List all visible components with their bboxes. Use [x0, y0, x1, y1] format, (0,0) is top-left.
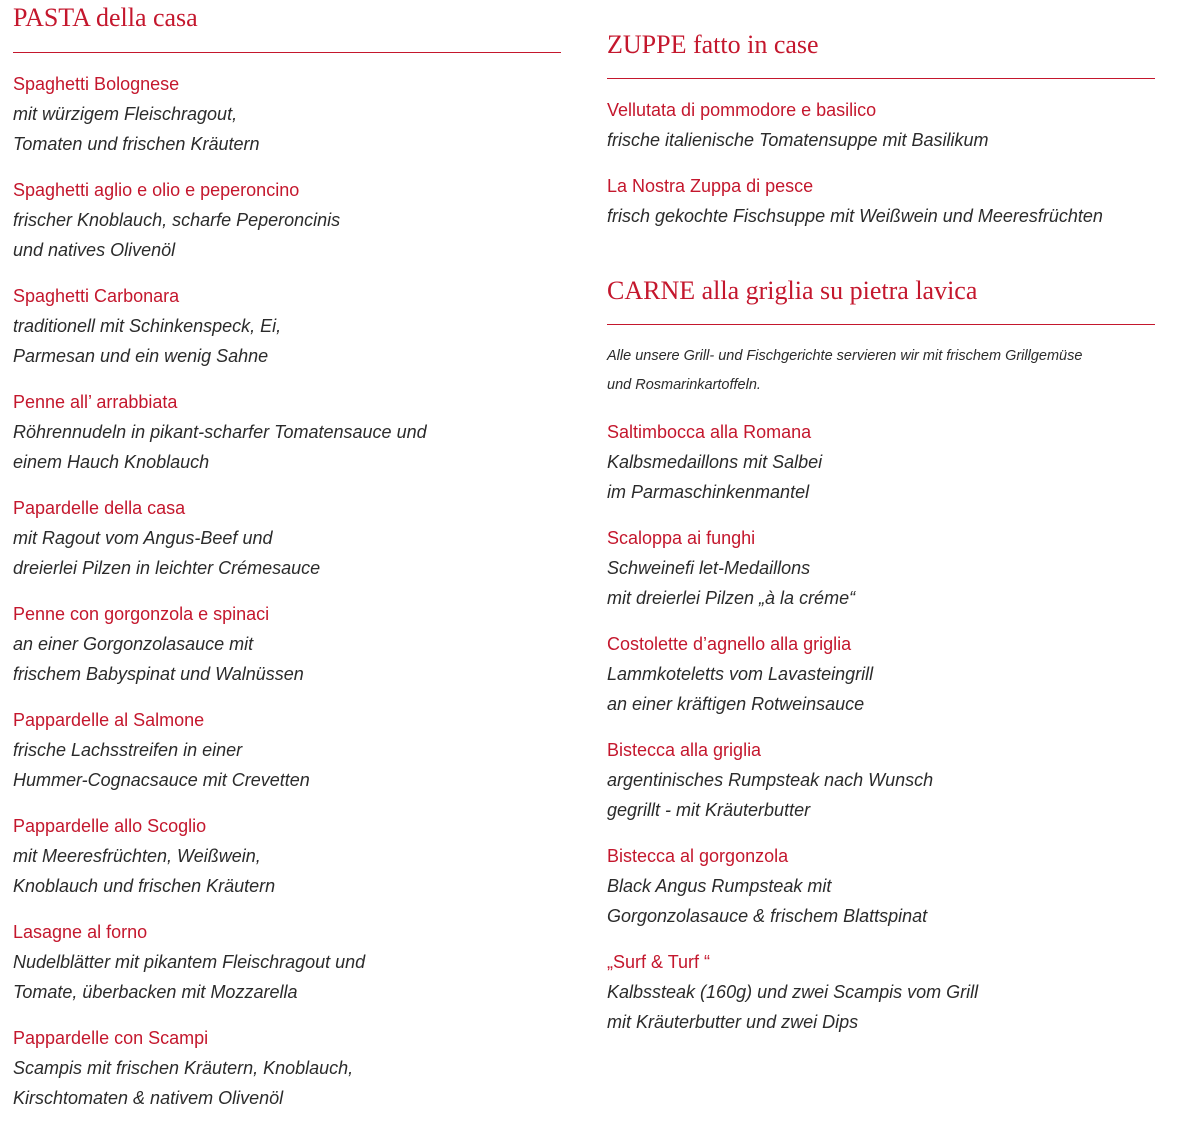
dish-description: Knoblauch und frischen Kräutern	[13, 876, 276, 896]
dish-description: dreierlei Pilzen in leichter Crémesauce	[13, 558, 321, 578]
note-line: Alle unsere Grill- und Fischgerichte servieren wir mit frischem Grillgemüse	[607, 348, 1083, 364]
dish-description: Kalbsmedaillons mit Salbei	[607, 452, 823, 472]
dish-name: Vellutata di pommodore e basilico	[607, 100, 877, 120]
dish-name: La Nostra Zuppa di pesce	[607, 176, 814, 196]
dish-name: Pappardelle al Salmone	[13, 710, 205, 730]
dish-name: Pappardelle con Scampi	[13, 1028, 209, 1048]
dish-description: frischer Knoblauch, scharfe Peperoncinis	[13, 210, 341, 230]
menu-item	[13, 387, 561, 477]
menu-item	[607, 841, 1167, 931]
section-title-carne: CARNE alla griglia su pietra lavica	[607, 276, 978, 305]
dish-description: Tomaten und frischen Kräutern	[13, 134, 260, 154]
section-divider	[607, 324, 1155, 325]
menu-item	[13, 811, 561, 901]
dish-name: Penne all’ arrabbiata	[13, 392, 178, 412]
dish-name: Costolette d’agnello alla griglia	[607, 634, 852, 654]
menu-item	[607, 523, 1167, 613]
menu-item	[13, 175, 561, 265]
note-line: und Rosmarinkartoffeln.	[607, 377, 761, 393]
dish-description: einem Hauch Knoblauch	[13, 452, 210, 472]
dish-description: und natives Olivenöl	[13, 240, 176, 260]
dish-description: Kalbssteak (160g) und zwei Scampis vom Grill	[607, 982, 979, 1002]
dish-description: an einer Gorgonzolasauce mit	[13, 634, 254, 654]
dish-description: Kirschtomaten & nativem Olivenöl	[13, 1088, 284, 1108]
dish-name: Spaghetti Bolognese	[13, 74, 180, 94]
dish-name: Spaghetti Carbonara	[13, 286, 180, 306]
dish-description: argentinisches Rumpsteak nach Wunsch	[607, 770, 934, 790]
section-title-zuppe: ZUPPE fatto in case	[607, 30, 819, 59]
dish-name: Lasagne al forno	[13, 922, 148, 942]
dish-name: „Surf & Turf “	[607, 952, 711, 972]
dish-description: mit Kräuterbutter und zwei Dips	[607, 1012, 859, 1032]
dish-description: Parmesan und ein wenig Sahne	[13, 346, 269, 366]
menu-item	[13, 705, 561, 795]
dish-list-carne	[607, 417, 1167, 1053]
dish-name: Papardelle della casa	[13, 498, 186, 518]
dish-description: Black Angus Rumpsteak mit	[607, 876, 832, 896]
dish-list-zuppe	[607, 95, 1167, 247]
dish-name: Bistecca al gorgonzola	[607, 846, 789, 866]
dish-description: Hummer-Cognacsauce mit Crevetten	[13, 770, 310, 790]
menu-item	[607, 735, 1167, 825]
dish-description: mit dreierlei Pilzen „à la créme“	[607, 588, 856, 608]
menu-item	[607, 947, 1167, 1037]
dish-name: Spaghetti aglio e olio e peperoncino	[13, 180, 300, 200]
menu-item	[13, 69, 561, 159]
menu-item	[13, 493, 561, 583]
dish-description: Röhrennudeln in pikant-scharfer Tomatensauce und	[13, 422, 427, 442]
dish-name: Pappardelle allo Scoglio	[13, 816, 207, 836]
dish-description: traditionell mit Schinkenspeck, Ei,	[13, 316, 282, 336]
section-divider	[13, 52, 561, 53]
dish-description: an einer kräftigen Rotweinsauce	[607, 694, 865, 714]
dish-description: Scampis mit frischen Kräutern, Knoblauch,	[13, 1058, 354, 1078]
menu-item	[13, 599, 561, 689]
section-title-pasta: PASTA della casa	[13, 3, 198, 32]
dish-name: Penne con gorgonzola e spinaci	[13, 604, 270, 624]
dish-description: mit Meeresfrüchten, Weißwein,	[13, 846, 261, 866]
menu-item	[13, 281, 561, 371]
dish-description: frischem Babyspinat und Walnüssen	[13, 664, 304, 684]
section-divider	[607, 78, 1155, 79]
menu-item	[607, 171, 1167, 231]
dish-description: mit Ragout vom Angus-Beef und	[13, 528, 273, 548]
dish-description: mit würzigem Fleischragout,	[13, 104, 238, 124]
menu-item	[607, 629, 1167, 719]
dish-description: Tomate, überbacken mit Mozzarella	[13, 982, 298, 1002]
dish-description: im Parmaschinkenmantel	[607, 482, 810, 502]
menu-item	[13, 917, 561, 1007]
menu-item	[13, 1023, 561, 1113]
dish-name: Bistecca alla griglia	[607, 740, 762, 760]
dish-description: frisch gekochte Fischsuppe mit Weißwein und Meeresfrüchten	[607, 206, 1103, 226]
dish-description: Gorgonzolasauce & frischem Blattspinat	[607, 906, 928, 926]
dish-list-pasta	[13, 69, 561, 1129]
dish-name: Scaloppa ai funghi	[607, 528, 756, 548]
menu-item	[607, 417, 1167, 507]
dish-description: frische italienische Tomatensuppe mit Basilikum	[607, 130, 989, 150]
dish-name: Saltimbocca alla Romana	[607, 422, 812, 442]
dish-description: Nudelblätter mit pikantem Fleischragout und	[13, 952, 366, 972]
dish-description: Lammkoteletts vom Lavasteingrill	[607, 664, 874, 684]
dish-description: Schweinefi let-Medaillons	[607, 558, 811, 578]
section-note	[607, 342, 1167, 400]
dish-description: frische Lachsstreifen in einer	[13, 740, 243, 760]
menu-item	[607, 95, 1167, 155]
dish-description: gegrillt - mit Kräuterbutter	[607, 800, 811, 820]
